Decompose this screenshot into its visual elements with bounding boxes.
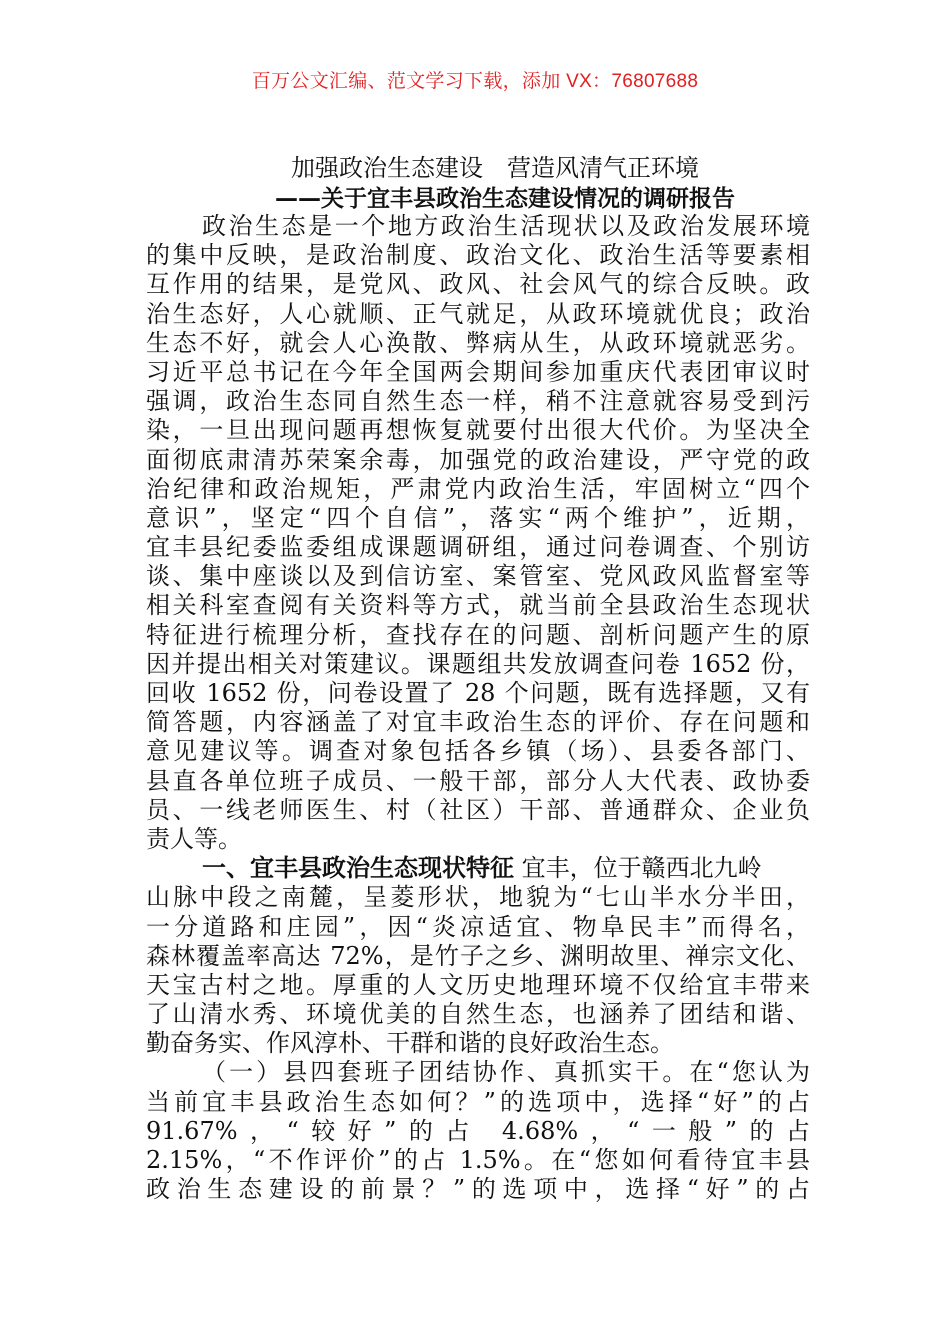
body-text: 宜丰，位于赣西北九岭 xyxy=(514,854,762,883)
body-line: 了山清水秀、环境优美的自然生态，也涵养了团结和谐、 xyxy=(146,1000,810,1029)
body-line: 相关科室查阅有关资料等方式，就当前全县政治生态现状 xyxy=(146,591,810,620)
body-line: 宜丰县纪委监委组成课题调研组，通过问卷调查、个别访 xyxy=(146,533,810,562)
body-line: 治生态好，人心就顺、正气就足，从政环境就优良；政治 xyxy=(146,299,810,328)
body-line: 当前宜丰县政治生态如何？”的选项中，选择“好”的占 xyxy=(146,1087,810,1116)
document-subtitle: ——关于宜丰县政治生态建设情况的调研报告 xyxy=(275,186,735,212)
body-line: 习近平总书记在今年全国两会期间参加重庆代表团审议时 xyxy=(146,357,810,386)
document-body xyxy=(146,212,810,1204)
body-line: 生态不好，就会人心涣散、弊病从生，从政环境就恶劣。 xyxy=(146,328,810,357)
body-line: 特征进行梳理分析，查找存在的问题、剖析问题产生的原 xyxy=(146,620,810,649)
body-line: 员、一线老师医生、村（社区）干部、普通群众、企业负 xyxy=(146,795,810,824)
watermark-banner: 百万公文汇编、范文学习下载，添加 VX：76807688 xyxy=(251,71,699,92)
body-line: 勤奋务实、作风淳朴、干群和谐的良好政治生态。 xyxy=(146,1029,674,1058)
body-line: 森林覆盖率高达 72%，是竹子之乡、渊明故里、禅宗文化、 xyxy=(146,941,810,970)
body-line: 县直各单位班子成员、一般干部，部分人大代表、政协委 xyxy=(146,766,810,795)
body-line: 责人等。 xyxy=(146,824,242,853)
body-line: 政治生态建设的前景？”的选项中，选择“好”的占 xyxy=(146,1175,810,1204)
body-line: 互作用的结果，是党风、政风、社会风气的综合反映。政 xyxy=(146,270,810,299)
body-line: 回收 1652 份，问卷设置了 28 个问题，既有选择题，又有 xyxy=(146,679,810,707)
body-line: 天宝古村之地。厚重的人文历史地理环境不仅给宜丰带来 xyxy=(146,970,810,999)
body-line: （一）县四套班子团结协作、真抓实干。在“您认为 xyxy=(202,1058,810,1087)
body-line: 山脉中段之南麓，呈菱形状，地貌为“七山半水分半田， xyxy=(146,883,810,912)
document-title: 加强政治生态建设 营造风清气正环境 xyxy=(291,154,699,182)
body-line: 的集中反映，是政治制度、政治文化、政治生活等要素相 xyxy=(146,241,810,270)
body-line: 一分道路和庄园”，因“炎凉适宜、物阜民丰”而得名， xyxy=(146,912,810,941)
body-line: 意识”，坚定“四个自信”，落实“两个维护”，近期， xyxy=(146,503,810,532)
body-line: 因并提出相关对策建议。课题组共发放调查问卷 1652 份， xyxy=(146,649,810,678)
body-line: 治纪律和政治规矩，严肃党内政治生活，牢固树立“四个 xyxy=(146,474,810,503)
section-heading: 一、宜丰县政治生态现状特征 xyxy=(202,854,514,883)
body-line: 染，一旦出现问题再想恢复就要付出很大代价。为坚决全 xyxy=(146,416,810,445)
section-heading-line xyxy=(146,854,810,883)
body-line: 强调，政治生态同自然生态一样，稍不注意就容易受到污 xyxy=(146,387,810,416)
body-line: 简答题，内容涵盖了对宜丰政治生态的评价、存在问题和 xyxy=(146,708,810,737)
body-line: 面彻底肃清苏荣案余毒，加强党的政治建设，严守党的政 xyxy=(146,445,810,474)
body-line: 91.67%，“较好”的占 4.68%，“一般”的占 xyxy=(146,1116,810,1145)
body-line: 意见建议等。调查对象包括各乡镇（场）、县委各部门、 xyxy=(146,737,810,766)
body-line: 谈、集中座谈以及到信访室、案管室、党风政风监督室等 xyxy=(146,562,810,591)
body-line: 政治生态是一个地方政治生活现状以及政治发展环境 xyxy=(202,212,810,240)
body-line: 2.15%，“不作评价”的占 1.5%。在“您如何看待宜丰县 xyxy=(146,1146,810,1174)
